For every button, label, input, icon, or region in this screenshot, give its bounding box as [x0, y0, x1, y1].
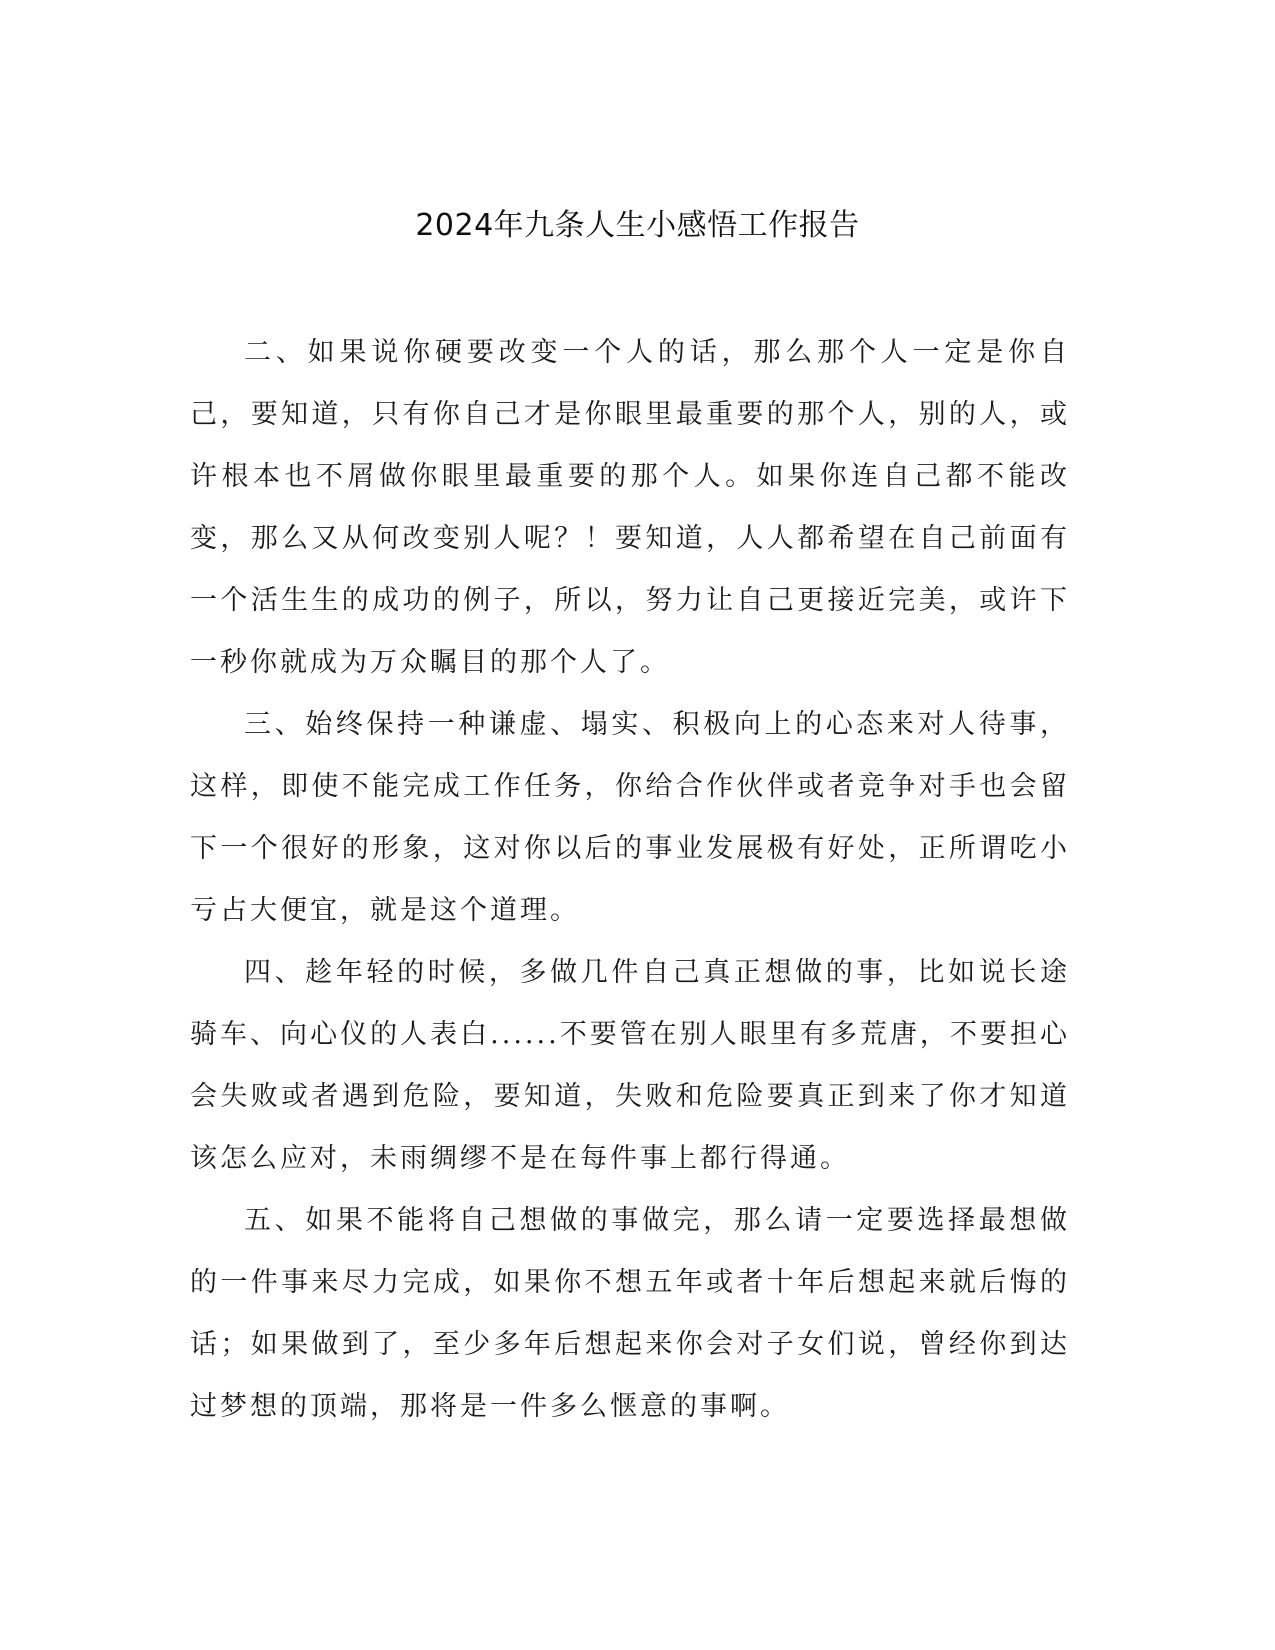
paragraph-5: 五、如果不能将自己想做的事做完，那么请一定要选择最想做的一件事来尽力完成，如果你不想五年或者十年后想起来就后悔的话；如果做到了，至少多年后想起来你会对子女们说，曾经你到达过梦想的顶端，那将是一件多么惬意的事啊。	[190, 1205, 1070, 1422]
paragraph-3: 三、始终保持一种谦虚、塌实、积极向上的心态来对人待事，这样，即使不能完成工作任务，你给合作伙伴或者竞争对手也会留下一个很好的形象，这对你以后的事业发展极有好处，正所谓吃小亏占大便宜，就是这个道理。	[190, 709, 1070, 926]
document-body	[190, 322, 1070, 1438]
paragraph-4: 四、趁年轻的时候，多做几件自己真正想做的事，比如说长途骑车、向心仪的人表白......不要管在别人眼里有多荒唐，不要担心会失败或者遇到危险，要知道，失败和危险要真正到来了你才知道该怎么应对，未雨绸缪不是在每件事上都行得通。	[190, 957, 1070, 1174]
document-title: 2024年九条人生小感悟工作报告	[415, 208, 860, 243]
paragraph-2: 二、如果说你硬要改变一个人的话，那么那个人一定是你自己，要知道，只有你自己才是你眼里最重要的那个人，别的人，或许根本也不屑做你眼里最重要的那个人。如果你连自己都不能改变，那么又从何改变别人呢？！要知道，人人都希望在自己前面有一个活生生的成功的例子，所以，努力让自己更接近完美，或许下一秒你就成为万众瞩目的那个人了。	[190, 337, 1070, 678]
